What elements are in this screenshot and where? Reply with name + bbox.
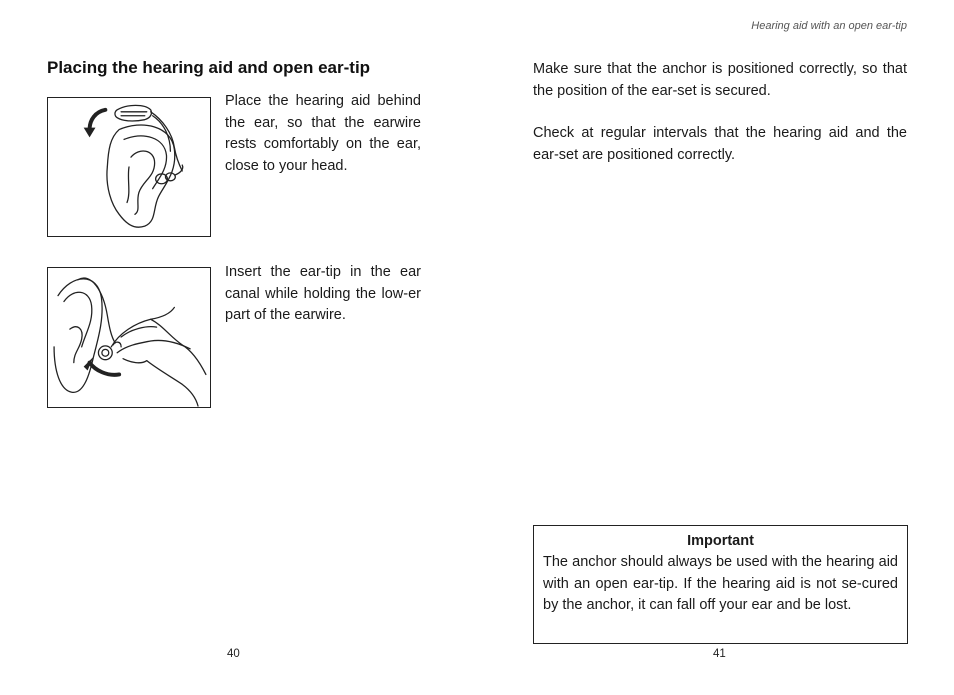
hand-inserting-ear-tip-illustration — [47, 267, 211, 408]
step2-text: Insert the ear-tip in the ear canal while holding the low-er part of the earwire. — [225, 264, 421, 323]
ear-with-hearing-aid-illustration — [47, 97, 211, 237]
important-notice-box — [533, 525, 908, 644]
important-text: The anchor should always be used with the hearing aid with an open ear-tip. If the hearing aid is not se-cured by the anchor, it can fall off your ear and be lost. — [543, 554, 898, 614]
section-title: Placing the hearing aid and open ear-tip — [47, 58, 371, 77]
regular-check-text: Check at regular intervals that the hearing aid and the ear-set are positioned correctly. — [533, 125, 907, 163]
important-title: Important — [687, 533, 754, 549]
ear-tip-insertion-drawing — [48, 268, 210, 407]
step1-text: Place the hearing aid behind the ear, so that the earwire rests comfortably on the ear, close to your head. — [225, 93, 421, 174]
page-number-right: 41 — [713, 648, 726, 660]
page-number-left: 40 — [227, 648, 240, 660]
anchor-position-text: Make sure that the anchor is positioned correctly, so that the position of the ear-set is secured. — [533, 61, 907, 99]
ear-placement-drawing — [48, 98, 210, 236]
running-header: Hearing aid with an open ear-tip — [751, 20, 907, 32]
